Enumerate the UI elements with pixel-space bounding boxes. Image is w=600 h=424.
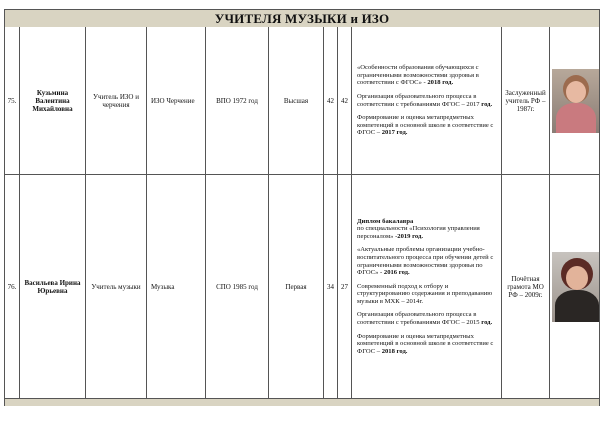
experience-total: 34 [324,175,338,398]
teacher-photo-cell [550,27,600,174]
teacher-education: СПО 1985 год [206,175,269,398]
row-number: 75. [5,27,20,174]
course-item: Диплом бакалавра по специальности «Психология управления персоналом» -2019 год. [357,217,480,240]
teachers-table [4,9,600,406]
teacher-position: Учитель ИЗО и черчения [86,27,147,174]
course-item: Организация образовательного процесса в соответствии с требованиями ФГОС – 2017 год. [357,92,493,108]
teacher-category: Высшая [269,27,324,174]
teacher-category: Первая [269,175,324,398]
teacher-name: Васильева Ирина Юрьевна [20,175,86,398]
courses-cell [352,27,502,174]
table-row [5,175,599,399]
course-item: Формирование и оценка метапредметных компетенций в основной школе в соответствие с ФГОС – 2017 год. [357,114,494,137]
course-item: Формирование и оценка метапредметных компетенций в основной школе в соответствие с ФГОС – 2018 год. [357,332,494,355]
teacher-name: Кузьмина Валентина Михайловна [20,27,86,174]
teacher-education: ВПО 1972 год [206,27,269,174]
course-item: Организация образовательного процесса в соответствии с требованиями ФГОС – 2015 год. [357,311,493,327]
experience-pedagogical: 42 [338,27,352,174]
teacher-photo-cell [550,175,600,398]
courses-cell [352,175,502,398]
course-item: «Особенности образования обучающихся с ограниченными возможностями здоровья в соответствии с ФГОС» - 2018 год. [357,64,479,87]
page-title: УЧИТЕЛЯ МУЗЫКИ и ИЗО [5,10,599,28]
course-item: Современный подход к отбору и структурированию содержания и преподаванию музыки в МХК – 2014г. [357,282,493,305]
experience-total: 42 [324,27,338,174]
teacher-subjects: ИЗО Черчение [147,27,206,174]
teacher-photo [552,252,599,322]
table-footer-band [5,399,599,406]
teacher-awards: Почётная грамота МО РФ – 2009г. [502,175,550,398]
teacher-subjects: Музыка [147,175,206,398]
teacher-photo [552,69,599,133]
row-number: 76. [5,175,20,398]
table-row [5,27,599,175]
teacher-position: Учитель музыки [86,175,147,398]
experience-pedagogical: 27 [338,175,352,398]
course-item: «Актуальные проблемы организации учебно-воспитательного процесса при обучении детей с ограниченными возможностями здоровья по ФГОС» - 2016 год. [357,246,494,277]
teacher-awards: Заслуженный учитель РФ – 1987г. [502,27,550,174]
